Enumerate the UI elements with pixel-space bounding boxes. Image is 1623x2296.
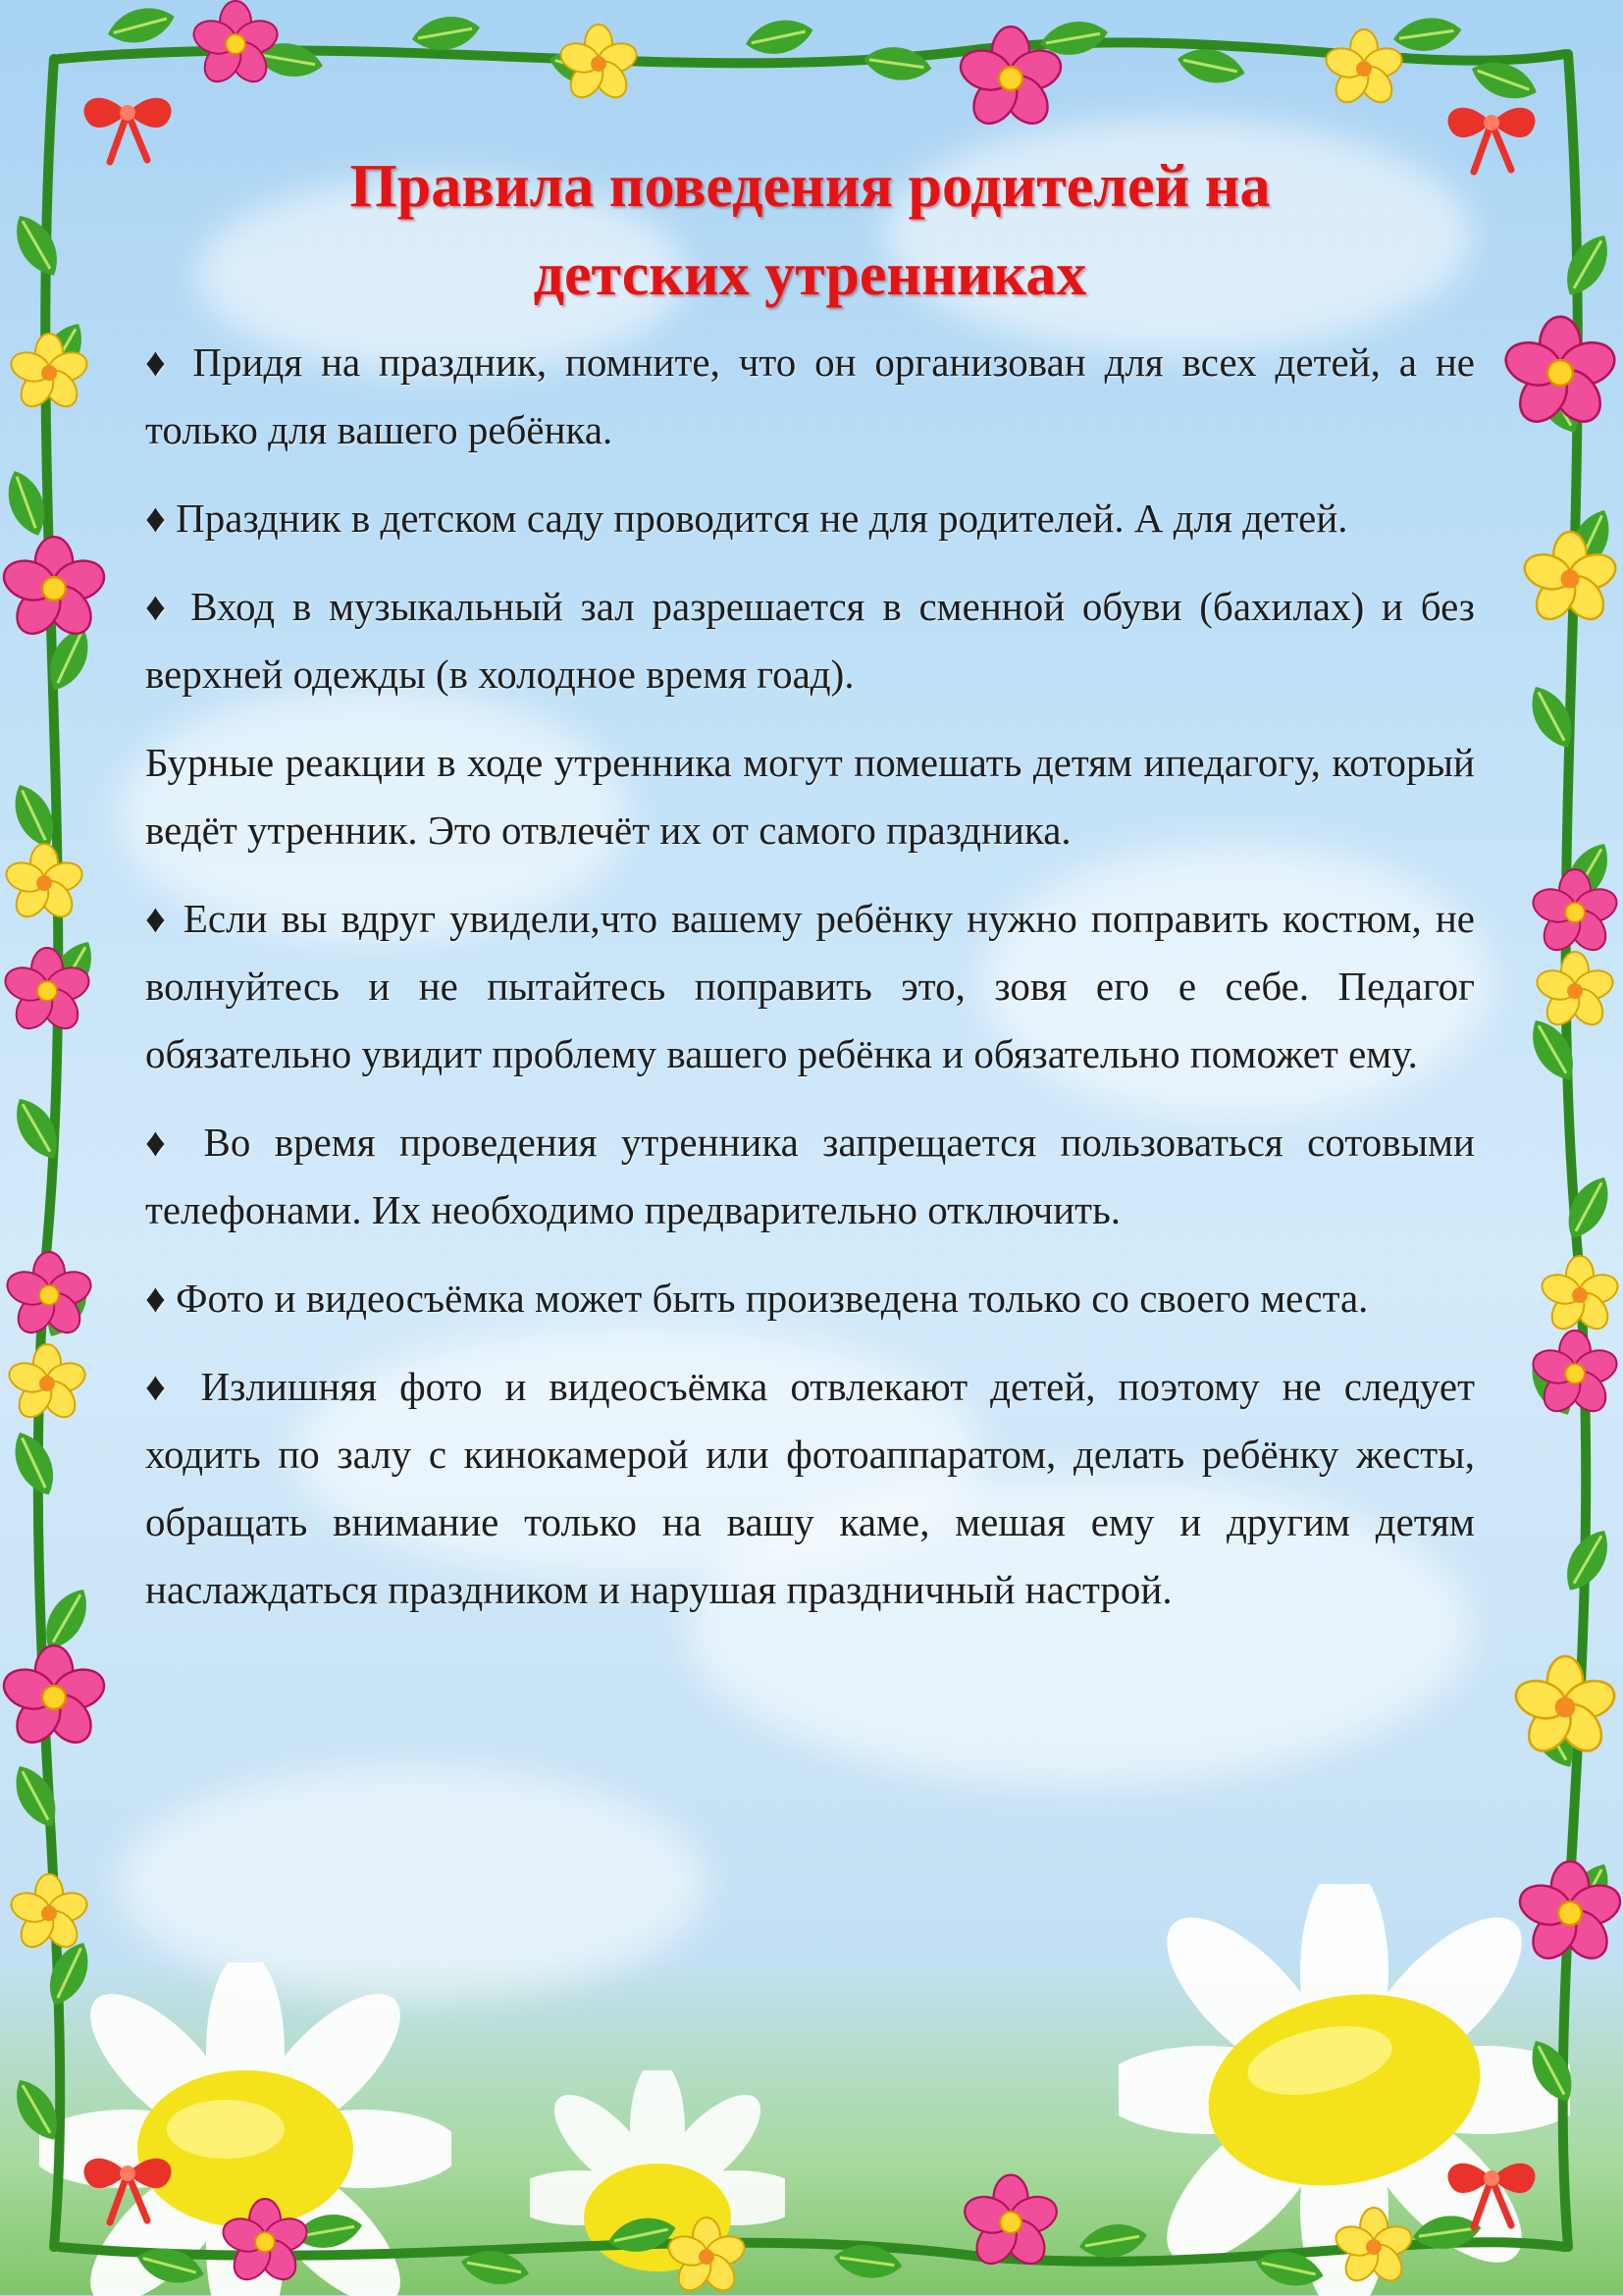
title-line-1: Правила поведения родителей на <box>349 153 1271 220</box>
daisy-icon <box>39 1962 451 2296</box>
rule-paragraph-6: ♦ Во время проведения утренника запрещается пользоваться сотовыми телефонами. Их необходимо предварительно отключить. <box>145 1120 1475 1232</box>
page-title <box>145 142 1475 319</box>
daisy-icon <box>530 2070 785 2295</box>
rule-paragraph-2: ♦ Праздник в детском саду проводится не для родителей. А для детей. <box>145 496 1348 541</box>
rule-paragraph-1: ♦ Придя на праздник, помните, что он организован для всех детей, а не только для вашего ребёнка. <box>145 339 1475 452</box>
rules-list <box>145 329 1475 1624</box>
daisy-icon <box>1119 1884 1570 2296</box>
title-line-2: детских утренниках <box>533 241 1087 308</box>
rule-paragraph-8: ♦ Излишняя фото и видеосъёмка отвлекают детей, поэтому не следует ходить по залу с кинокамерой или фотоаппаратом, делать ребёнку жесты, обращать внимание только на вашу каме, мешая ему и другим детям наслаждаться праздником и нарушая праздничный настрой. <box>145 1364 1475 1612</box>
rule-paragraph-7: ♦ Фото и видеосъёмка может быть произведена только со своего места. <box>145 1276 1369 1321</box>
rule-paragraph-3: ♦ Вход в музыкальный зал разрешается в сменной обуви (бахилах) и без верхней одежды (в холодное время гоад). <box>145 584 1475 697</box>
rules-document <box>145 142 1475 1644</box>
rule-paragraph-4: Бурные реакции в ходе утренника могут помешать детям ипедагогу, который ведёт утренник. Это отвлечёт их от самого праздника. <box>145 740 1475 853</box>
rule-paragraph-5: ♦ Если вы вдруг увидели,что вашему ребёнку нужно поправить костюм, не волнуйтесь и не пытайтесь поправить это, зовя его е себе. Педагог обязательно увидит проблему вашего ребёнка и обязательно поможет ему. <box>145 896 1475 1076</box>
